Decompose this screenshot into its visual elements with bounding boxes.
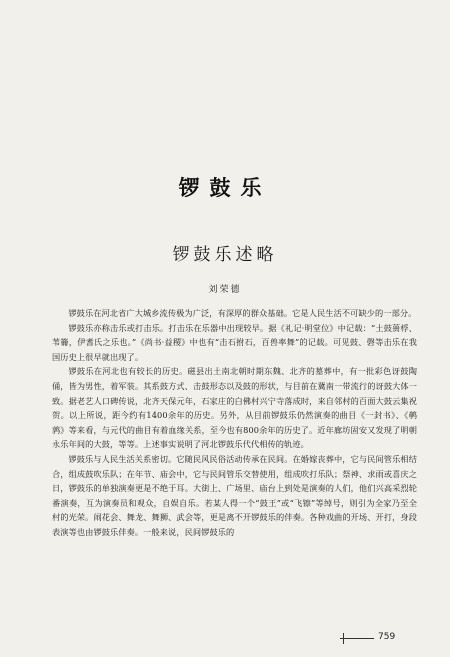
section-title: 锣鼓乐 xyxy=(178,175,272,200)
article-title: 锣鼓乐述略 xyxy=(172,245,278,265)
paragraph: 锣鼓乐在河北也有较长的历史。磁县出土南北朝时期东魏、北齐的墓葬中，有一批彩色讶鼓陶俑，皆为男性，着军装。其系鼓方式、击鼓形态以及鼓的形状，与目前在冀南一带流行的讶鼓大体一致。据老艺人口碑传说，北齐天保元年，石家庄的白佛村兴宁寺落成时，来自邻村的百面大鼓云集祝贺。以上所说，距今约有1400余年的历史。另外，从目前锣鼓乐仍然演奏的曲目《一封书》、《鹌鹑》等来看，与元代的曲目有着血缘关系，至今也有800余年的历史了。近年廊坊固安又发现了明朝永乐年间的大鼓，等等。上述事实说明了河北锣鼓乐代代相传的轨迹。 xyxy=(52,366,417,450)
paragraph: 锣鼓乐在河北省广大城乡流传极为广泛，有深厚的群众基础。它是人民生活不可缺少的一部分。 xyxy=(68,308,417,318)
footer-rule xyxy=(340,638,374,639)
author-name: 刘荣德 xyxy=(208,285,242,295)
article-body xyxy=(52,306,417,540)
paragraph: 锣鼓乐亦称击乐或打击乐。打击乐在乐器中出现较早。据《礼记·明堂位》中记载：“土鼓蒉桴、苇籥，伊耆氏之乐也。”《尚书·益稷》中也有“击石拊石，百兽率舞”的记载。可见鼓、磬等击乐在我国历史上很早就出现了。 xyxy=(52,322,417,362)
page-number: 759 xyxy=(378,632,396,642)
paragraph: 锣鼓乐与人民生活关系密切。它随民风民俗活动传承在民间。在婚嫁丧葬中，它与民间管乐相结合，组成鼓吹乐队；在年节、庙会中，它与民间管乐交替使用，组成吹打乐队；祭神、求雨或喜庆之日，锣鼓乐的单独演奏更是不绝于耳。大街上、广场里、庙台上到处是演奏的人们，他们兴高采烈轮番演奏，互为演奏员和观众，自娱自乐。若某人得一个“鼓王”或“飞镲”等绰号，则引为全家乃至全村的光荣。闹花会、舞龙、舞狮、武会等，更是离不开锣鼓乐的伴奏。各种戏曲的开场、开打，身段表演等也由锣鼓乐伴奏。一般来说，民间锣鼓乐的 xyxy=(52,453,417,537)
